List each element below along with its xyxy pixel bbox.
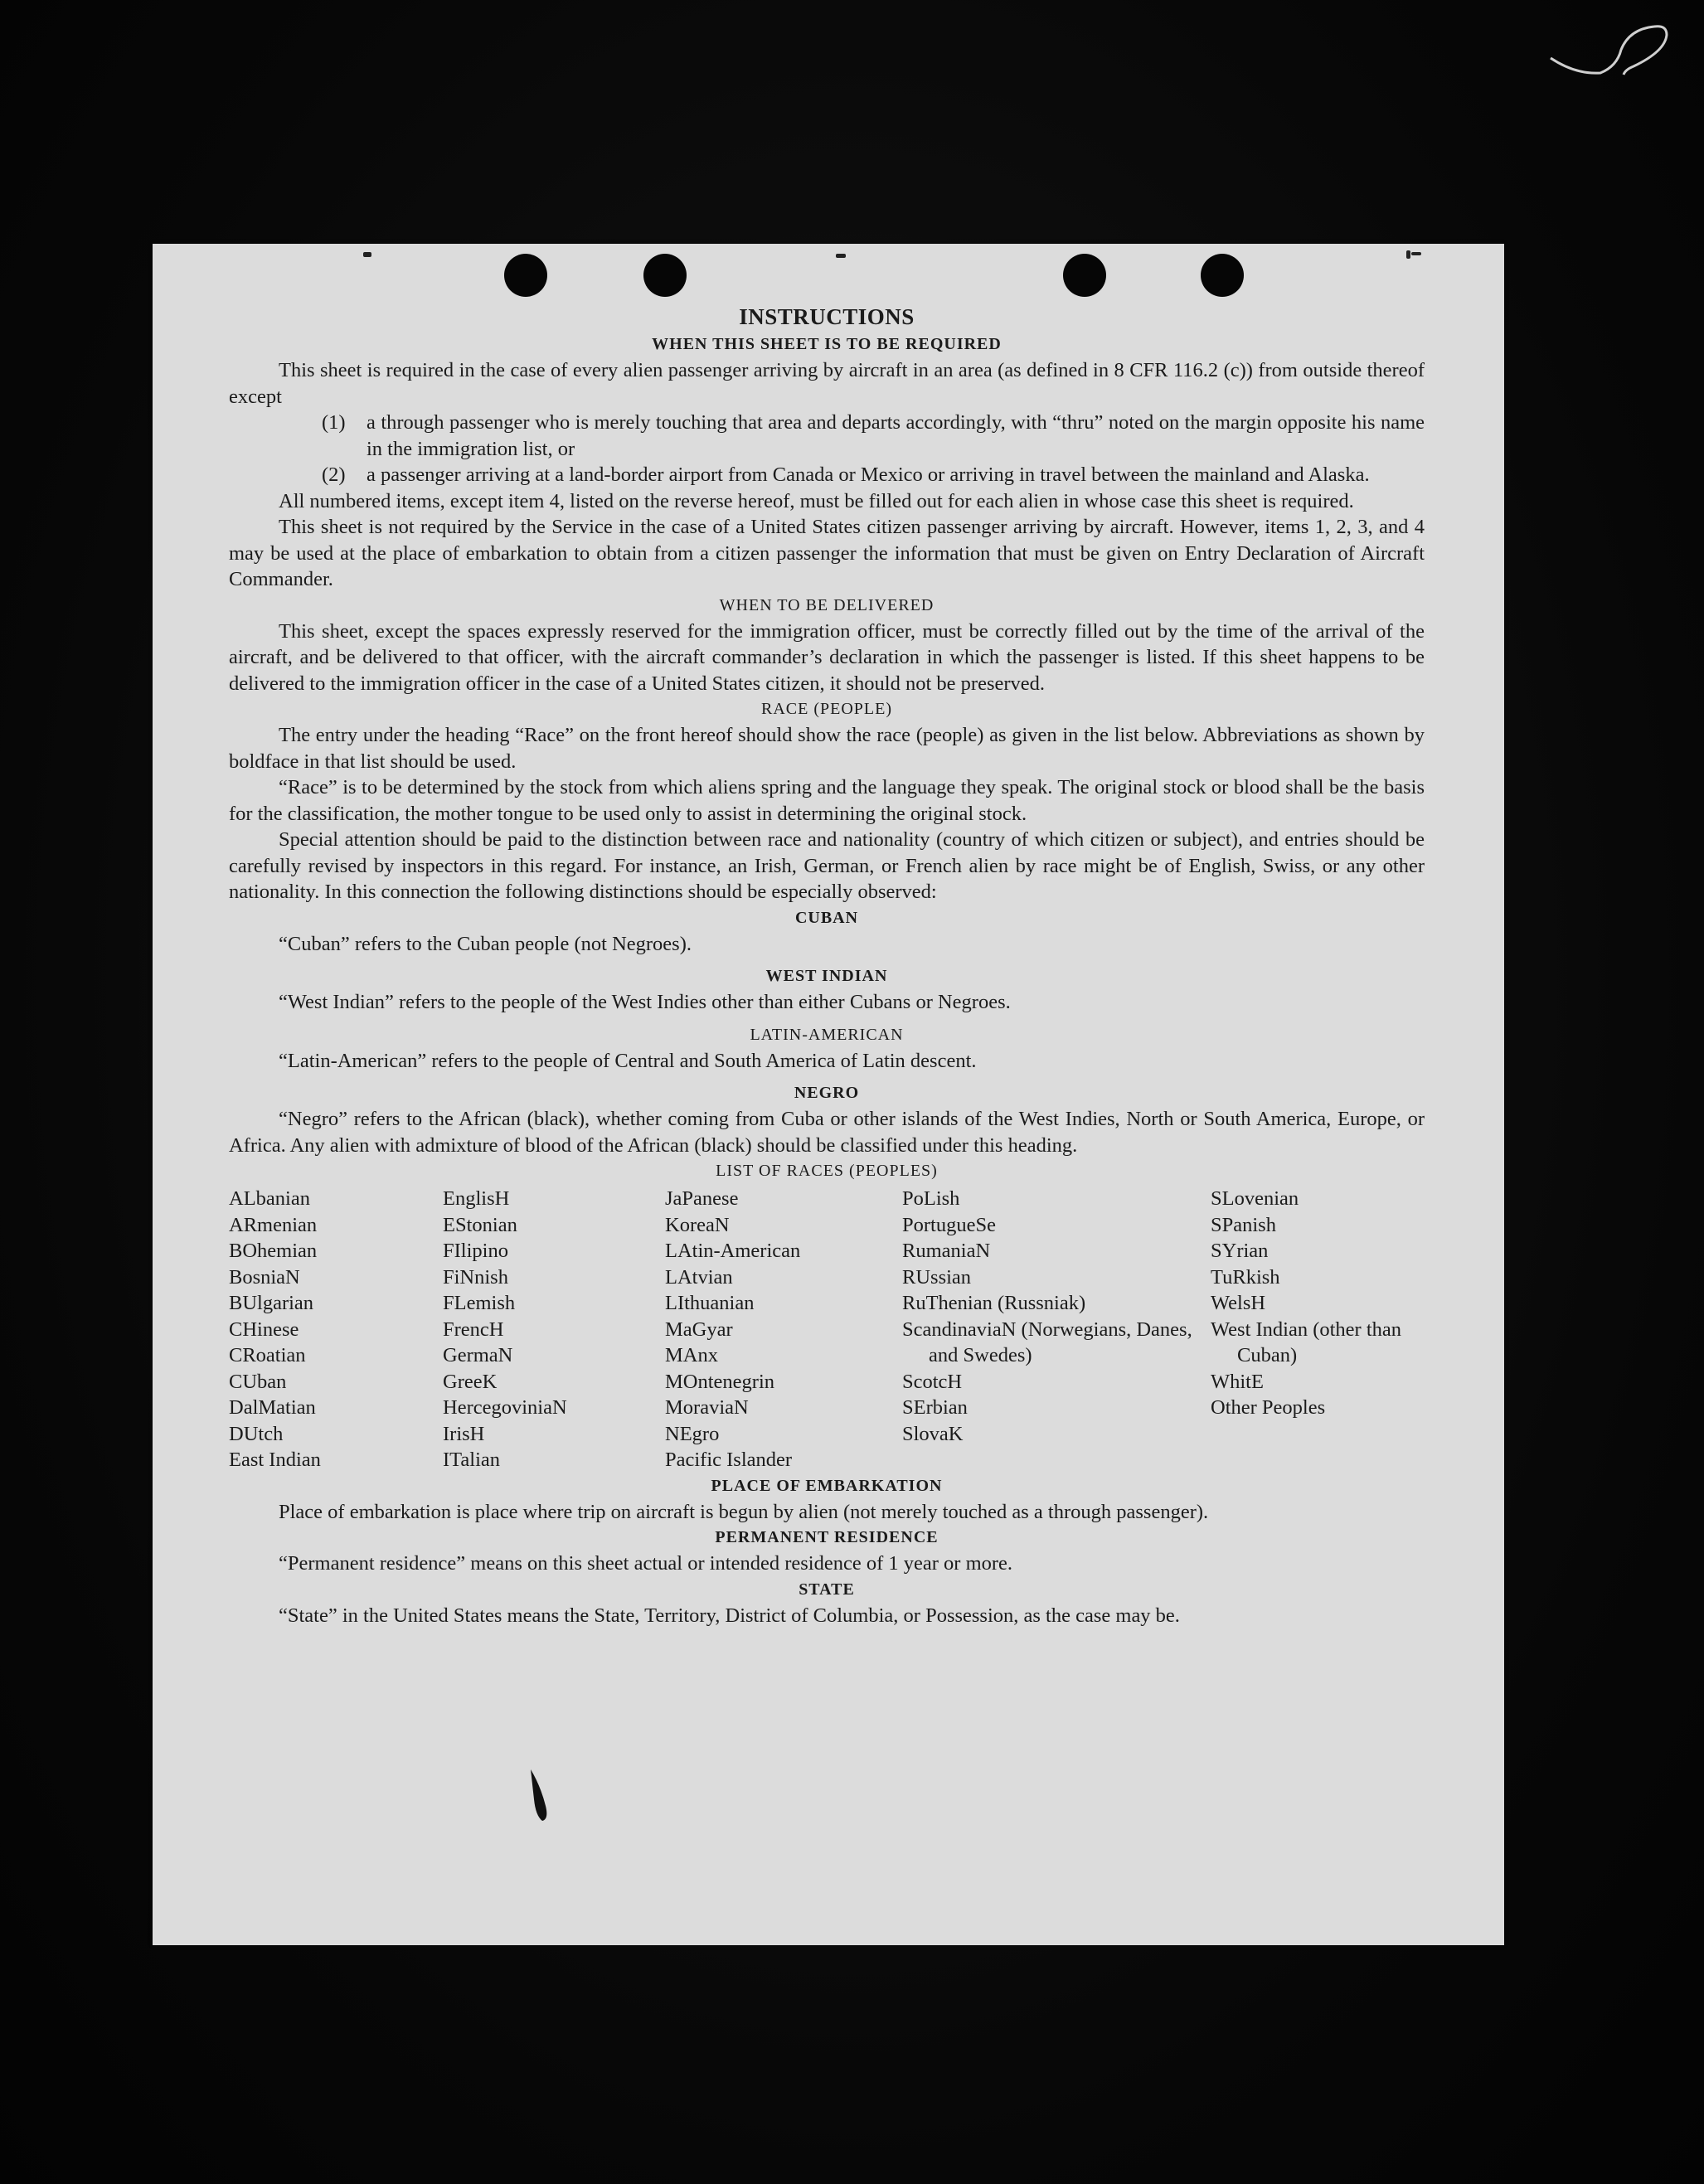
item-number: (1) <box>322 411 346 434</box>
race-item: TuRkish <box>1211 1265 1280 1289</box>
document-title: INSTRUCTIONS <box>739 304 915 329</box>
paragraph: “Cuban” refers to the Cuban people (not Negroes). <box>279 932 692 955</box>
paragraph: The entry under the heading “Race” on the front hereof should show the race (people) as given in the list below. Abbreviations as shown by boldface in that list should be used. <box>229 724 1425 773</box>
race-item: ARmenian <box>229 1213 318 1236</box>
race-item: EnglisH <box>443 1187 510 1210</box>
heading-state: STATE <box>799 1580 855 1599</box>
heading-permanent-residence: PERMANENT RESIDENCE <box>715 1528 939 1546</box>
race-item: MOntenegrin <box>665 1370 774 1393</box>
race-item: West Indian (other than Cuban) <box>1211 1318 1402 1366</box>
race-item: RuThenian (Russniak) <box>902 1292 1086 1314</box>
paragraph: “Latin-American” refers to the people of Central and South America of Latin descent. <box>279 1049 977 1072</box>
races-column <box>902 1186 1211 1473</box>
races-column <box>443 1186 665 1473</box>
race-item: JaPanese <box>665 1187 739 1210</box>
race-item: FrencH <box>443 1318 504 1341</box>
race-item: PoLish <box>902 1187 960 1210</box>
race-item: SlovaK <box>902 1422 964 1445</box>
race-item: GermaN <box>443 1344 513 1366</box>
punch-hole <box>643 254 687 297</box>
race-item: Pacific Islander <box>665 1449 793 1471</box>
paragraph: Place of embarkation is place where trip on aircraft is begun by alien (not merely touched as a through passenger). <box>279 1500 1209 1523</box>
item-number: (2) <box>322 463 346 486</box>
document-sheet <box>153 244 1504 1945</box>
race-item: LAtin-American <box>665 1240 801 1262</box>
race-item: CRoatian <box>229 1344 306 1366</box>
race-item: MAnx <box>665 1344 718 1366</box>
punch-hole <box>1063 254 1106 297</box>
race-item: IrisH <box>443 1422 485 1445</box>
numbered-item <box>322 410 1425 462</box>
race-item: WelsH <box>1211 1292 1266 1314</box>
races-column <box>665 1186 902 1473</box>
paragraph: “State” in the United States means the State, Territory, District of Columbia, or Possession, as the case may be. <box>279 1604 1180 1627</box>
ink-smudge <box>527 1766 552 1824</box>
paragraph: This sheet is required in the case of every alien passenger arriving by aircraft in an area (as defined in 8 CFR 116.2 (c)) from outside thereof except <box>229 359 1425 408</box>
race-item: SPanish <box>1211 1213 1276 1236</box>
paragraph: Special attention should be paid to the distinction between race and nationality (country of which citizen or subject), and entries should be carefully revised by inspectors in this regard. For instance, an Irish, German, or French alien by race might be of English, Swiss, or any other nationality. In this connection the following distinctions should be especially observed: <box>229 828 1425 903</box>
race-item: WhitE <box>1211 1370 1264 1393</box>
paragraph: This sheet, except the spaces expressly reserved for the immigration officer, must be correctly filled out by the time of the arrival of the aircraft, and be delivered to that officer, with the aircraft commander’s declaration in which the passenger is listed. If this sheet happens to be delivered to the immigration officer in the case of a United States citizen, it should not be preserved. <box>229 619 1425 695</box>
heading-latin-american: LATIN-AMERICAN <box>750 1025 904 1044</box>
race-item: LAtvian <box>665 1265 733 1289</box>
race-item: BosniaN <box>229 1265 300 1289</box>
scan-speck <box>1406 250 1410 259</box>
heading-list-of-races: LIST OF RACES (PEOPLES) <box>716 1162 938 1180</box>
race-item: RUssian <box>902 1265 972 1289</box>
instructions-text <box>229 302 1425 1628</box>
paragraph: “Race” is to be determined by the stock from which aliens spring and the language they speak. The original stock or blood shall be the basis for the classification, the mother tongue to be used only to assist in determining the original stock. <box>229 776 1425 825</box>
punch-hole <box>1201 254 1244 297</box>
paragraph: “West Indian” refers to the people of the West Indies other than either Cubans or Negroes. <box>279 991 1011 1013</box>
race-item: HercegoviniaN <box>443 1396 567 1419</box>
heading-place-of-embarkation: PLACE OF EMBARKATION <box>711 1476 943 1495</box>
race-item: PortugueSe <box>902 1213 996 1236</box>
race-item: BUlgarian <box>229 1292 314 1314</box>
races-column <box>1211 1186 1425 1473</box>
paragraph: All numbered items, except item 4, listed on the reverse hereof, must be filled out for each alien in whose case this sheet is required. <box>279 489 1354 512</box>
scan-speck <box>363 252 371 257</box>
heading-negro: NEGRO <box>794 1084 860 1102</box>
paragraph: “Negro” refers to the African (black), whether coming from Cuba or other islands of the West Indies, North or South America, Europe, or Africa. Any alien with admixture of blood of the African (black) should be classified under this heading. <box>229 1108 1425 1157</box>
race-item: CHinese <box>229 1318 299 1341</box>
races-list <box>229 1186 1425 1473</box>
race-item: EStonian <box>443 1213 517 1236</box>
race-item: FIlipino <box>443 1240 508 1262</box>
race-item: FLemish <box>443 1292 516 1314</box>
item-text: a through passenger who is merely touching that area and departs accordingly, with “thru” noted on the margin opposite his name in the immigration list, or <box>367 411 1425 460</box>
race-item: DalMatian <box>229 1396 316 1419</box>
race-item: SErbian <box>902 1396 968 1419</box>
race-item: KoreaN <box>665 1213 730 1236</box>
scan-speck <box>836 254 846 258</box>
race-item: MoraviaN <box>665 1396 749 1419</box>
race-item: SYrian <box>1211 1240 1269 1262</box>
race-item: ITalian <box>443 1449 501 1471</box>
race-item: DUtch <box>229 1422 284 1445</box>
heading-when-required: WHEN THIS SHEET IS TO BE REQUIRED <box>652 335 1002 353</box>
race-item: ALbanian <box>229 1187 310 1210</box>
race-item: SLovenian <box>1211 1187 1299 1210</box>
paragraph: This sheet is not required by the Service in the case of a United States citizen passenger arriving by aircraft. However, items 1, 2, 3, and 4 may be used at the place of embarkation to obtain from a citizen passenger the information that must be given on Entry Declaration of Aircraft Commander. <box>229 516 1425 590</box>
race-item: ScandinaviaN (Norwegians, Danes, and Swedes) <box>902 1318 1192 1366</box>
race-item: RumaniaN <box>902 1240 991 1262</box>
item-text: a passenger arriving at a land-border airport from Canada or Mexico or arriving in travel between the mainland and Alaska. <box>367 463 1370 486</box>
heading-when-delivered: WHEN TO BE DELIVERED <box>719 595 935 614</box>
race-item: FiNnish <box>443 1265 508 1289</box>
numbered-item <box>322 462 1425 488</box>
scan-speck <box>1411 252 1421 255</box>
race-item: NEgro <box>665 1422 720 1445</box>
paragraph: “Permanent residence” means on this sheet actual or intended residence of 1 year or more. <box>279 1552 1013 1575</box>
heading-race: RACE (PEOPLE) <box>761 700 892 718</box>
handwritten-mark <box>1542 8 1700 91</box>
race-item: ScotcH <box>902 1370 963 1393</box>
race-item: MaGyar <box>665 1318 733 1341</box>
punch-hole <box>504 254 547 297</box>
races-column <box>229 1186 443 1473</box>
race-item: East Indian <box>229 1449 321 1471</box>
race-item: BOhemian <box>229 1240 318 1262</box>
race-item: Other Peoples <box>1211 1396 1326 1419</box>
race-item: LIthuanian <box>665 1292 755 1314</box>
heading-cuban: CUBAN <box>794 908 859 927</box>
heading-west-indian: WEST INDIAN <box>765 967 888 985</box>
race-item: GreeK <box>443 1370 498 1393</box>
race-item: CUban <box>229 1370 287 1393</box>
